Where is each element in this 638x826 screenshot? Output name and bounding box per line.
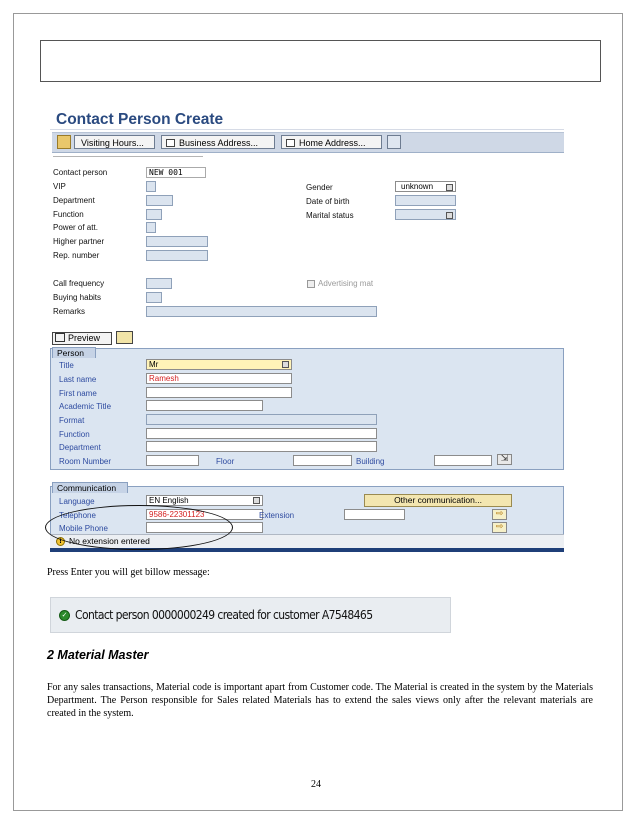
extension-field[interactable]	[344, 509, 405, 520]
layout-icon[interactable]	[116, 331, 133, 344]
room-number-label: Room Number	[59, 457, 112, 466]
visiting-hours-label: Visiting Hours...	[81, 138, 144, 148]
telephone-field[interactable]: 9586-22301123	[146, 509, 263, 520]
language-label: Language	[59, 497, 95, 506]
advertising-label: Advertising mat	[318, 279, 374, 288]
language-select[interactable]	[146, 495, 263, 506]
building-field[interactable]	[434, 455, 492, 466]
marital-status-select[interactable]	[395, 209, 456, 220]
format-label: Format	[59, 416, 85, 425]
business-address-label: Business Address...	[179, 138, 259, 148]
academic-title-label: Academic Title	[59, 402, 112, 411]
press-enter-text: Press Enter you will get billow message:	[47, 567, 210, 578]
marital-status-label: Marital status	[306, 211, 354, 220]
telephone-more-arrow-icon[interactable]: ⇨	[492, 509, 507, 520]
home-address-label: Home Address...	[299, 138, 366, 148]
other-communication-button[interactable]: Other communication...	[364, 494, 512, 507]
preview-button[interactable]	[52, 332, 112, 345]
vip-field[interactable]	[146, 181, 156, 192]
higher-partner-label: Higher partner	[53, 237, 105, 246]
floor-label: Floor	[216, 457, 235, 466]
department-label: Department	[53, 196, 95, 205]
remarks-field[interactable]	[146, 306, 377, 317]
date-of-birth-field[interactable]	[395, 195, 456, 206]
telephone-label: Telephone	[59, 511, 96, 520]
edit-pencil-icon[interactable]	[57, 135, 71, 149]
dropdown-icon	[253, 497, 260, 504]
gender-label: Gender	[306, 183, 333, 192]
sap-screenshot	[50, 108, 564, 553]
person-tab[interactable]: Person	[52, 347, 96, 358]
remarks-label: Remarks	[53, 307, 86, 316]
success-message: Contact person 0000000249 created for customer A7548465	[75, 608, 373, 622]
gender-select[interactable]	[395, 181, 456, 192]
power-of-attorney-label: Power of att.	[53, 223, 98, 232]
call-frequency-label: Call frequency	[53, 279, 105, 288]
header-box	[40, 40, 601, 82]
preview-icon	[55, 333, 65, 342]
date-of-birth-label: Date of birth	[306, 197, 350, 206]
rep-number-field[interactable]	[146, 250, 208, 261]
last-name-field[interactable]: Ramesh	[146, 373, 292, 384]
person-department-field[interactable]	[146, 441, 377, 452]
buying-habits-field[interactable]	[146, 292, 162, 303]
page-number: 24	[311, 779, 321, 790]
first-name-field[interactable]	[146, 387, 292, 398]
contact-person-field[interactable]: NEW 001	[146, 167, 206, 178]
title-label: Title	[59, 361, 74, 370]
dropdown-icon	[282, 361, 289, 368]
warning-icon: !	[56, 537, 65, 546]
department-field[interactable]	[146, 195, 173, 206]
address-icon	[166, 139, 175, 147]
title-divider	[50, 129, 564, 130]
floor-field[interactable]	[293, 455, 352, 466]
preview-label: Preview	[68, 333, 101, 343]
address-icon	[286, 139, 295, 147]
function-field[interactable]	[146, 209, 162, 220]
room-number-field[interactable]	[146, 455, 199, 466]
last-name-label: Last name	[59, 375, 97, 384]
function-label: Function	[53, 210, 84, 219]
building-label: Building	[356, 457, 385, 466]
home-address-button[interactable]	[281, 135, 382, 149]
contact-person-label: Contact person	[53, 168, 108, 177]
status-message: No extension entered	[69, 536, 150, 546]
person-department-label: Department	[59, 443, 101, 452]
advertising-checkbox[interactable]	[307, 280, 315, 288]
buying-habits-label: Buying habits	[53, 293, 102, 302]
refresh-icon[interactable]	[387, 135, 401, 149]
body-paragraph: For any sales transactions, Material code is important apart from Customer code. The Material is created in the system by the Materials Department. The Person responsible for Sales related Materials has to extend the sales views only after the relevant materials are created in the system.	[47, 682, 593, 719]
title-value: Mr	[149, 360, 159, 369]
gender-value: unknown	[401, 182, 434, 191]
format-field[interactable]	[146, 414, 377, 425]
visiting-hours-button[interactable]	[74, 135, 155, 149]
rep-number-label: Rep. number	[53, 251, 100, 260]
business-address-button[interactable]	[161, 135, 275, 149]
higher-partner-field[interactable]	[146, 236, 208, 247]
person-function-label: Function	[59, 430, 90, 439]
title-select[interactable]	[146, 359, 292, 370]
screen-title: Contact Person Create	[56, 111, 224, 128]
mobile-more-arrow-icon[interactable]: ⇨	[492, 522, 507, 533]
first-name-label: First name	[59, 389, 97, 398]
academic-title-field[interactable]	[146, 400, 263, 411]
application-toolbar	[52, 132, 564, 153]
call-frequency-field[interactable]	[146, 278, 172, 289]
success-check-icon: ✓	[59, 610, 70, 621]
highlight-circle	[45, 505, 233, 550]
language-value: EN English	[149, 496, 189, 505]
divider	[53, 156, 203, 157]
communication-tab[interactable]: Communication	[52, 482, 128, 493]
person-function-field[interactable]	[146, 428, 377, 439]
success-message-bar	[50, 597, 451, 633]
vip-label: VIP	[53, 182, 66, 191]
power-of-attorney-field[interactable]	[146, 222, 156, 233]
extension-label: Extension	[259, 511, 295, 520]
building-search-icon[interactable]: ⇲	[497, 454, 512, 465]
mobile-phone-label: Mobile Phone	[59, 524, 108, 533]
section-heading: 2 Material Master	[47, 648, 149, 662]
